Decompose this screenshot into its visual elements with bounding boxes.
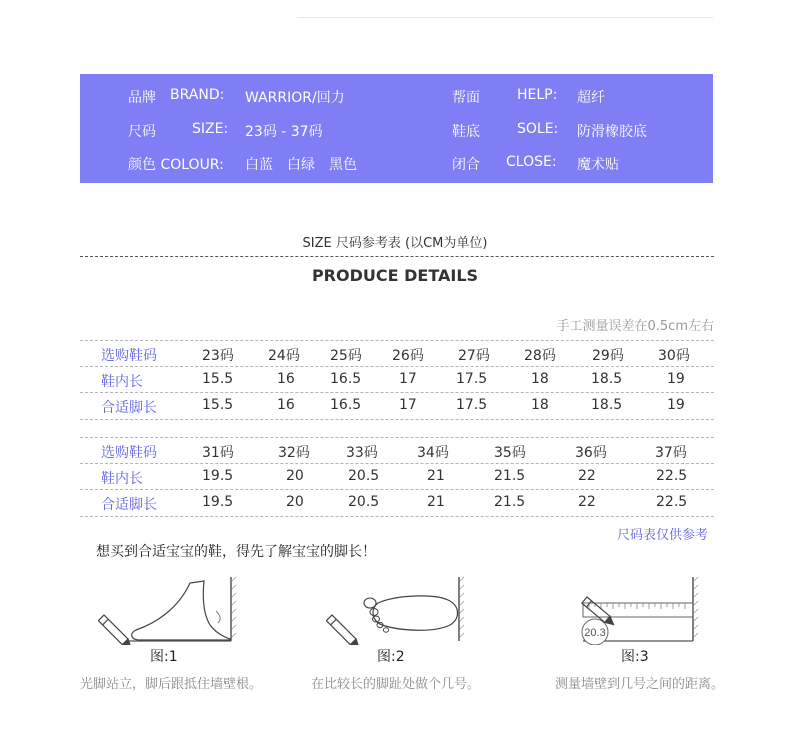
row-label: 鞋内长: [101, 374, 143, 390]
figure-1-caption: 光脚站立，脚后跟抵住墙壁根。: [80, 677, 263, 692]
close-label-en: CLOSE:: [506, 154, 557, 170]
table-cell: 21.5: [494, 494, 526, 510]
brand-label-en: BRAND:: [170, 87, 225, 103]
spec-panel: [80, 74, 713, 183]
figure-2-caption: 在比较长的脚趾处做个几号。: [311, 677, 481, 692]
table-row: [80, 366, 714, 393]
brand-label-cn: 品牌: [128, 90, 156, 106]
table-cell: 17.5: [456, 371, 488, 387]
ruler-measure-figure: [575, 575, 700, 645]
table-row: [80, 340, 714, 367]
size-label-en: SIZE:: [192, 121, 229, 137]
size-reference-note: 尺码表仅供参考: [616, 528, 708, 543]
table-cell: 37码: [655, 445, 687, 461]
figure-2-label: 图:2: [377, 649, 405, 665]
sole-value: 防滑橡胶底: [577, 124, 647, 140]
size-table-2: [80, 437, 714, 517]
table-cell: 22.5: [656, 494, 688, 510]
table-cell: 16: [277, 397, 295, 413]
table-cell: 15.5: [202, 397, 234, 413]
table-cell: 21.5: [494, 468, 526, 484]
dashed-divider: [80, 256, 714, 257]
table-cell: 20: [286, 468, 304, 484]
measure-intro-text: 想买到合适宝宝的鞋，得先了解宝宝的脚长！: [96, 544, 376, 560]
produce-details-heading: PRODUCE DETAILS: [311, 266, 479, 285]
table-cell: 22: [578, 494, 596, 510]
table-cell: 23码: [202, 348, 234, 364]
table-cell: 16: [277, 371, 295, 387]
table-cell: 24码: [268, 348, 300, 364]
table-cell: 33码: [346, 445, 378, 461]
color-label: 颜色 COLOUR:: [128, 157, 224, 173]
table-cell: 27码: [458, 348, 490, 364]
table-row: [80, 437, 714, 464]
table-cell: 28码: [524, 348, 556, 364]
upper-label-cn: 帮面: [452, 90, 480, 106]
table-cell: 22: [578, 468, 596, 484]
table-cell: 17: [399, 397, 417, 413]
figure-3-caption: 测量墙壁到几号之间的距离。: [555, 677, 725, 692]
table-row: [80, 463, 714, 490]
upper-value: 超纤: [577, 90, 605, 106]
table-cell: 20.5: [348, 494, 380, 510]
size-value: 23码 - 37码: [245, 124, 323, 140]
table-cell: 19.5: [202, 468, 234, 484]
table-cell: 22.5: [656, 468, 688, 484]
table-cell: 20.5: [348, 468, 380, 484]
table-cell: 19: [667, 371, 685, 387]
table-cell: 32码: [278, 445, 310, 461]
color-value-2: 白绿: [287, 157, 315, 173]
close-value: 魔术贴: [577, 157, 619, 173]
measure-error-note: 手工测量误差在0.5cm左右: [556, 319, 714, 334]
row-label: 选购鞋码: [101, 445, 157, 461]
brand-value: WARRIOR/回力: [245, 90, 345, 106]
table-cell: 21: [427, 468, 445, 484]
size-chart-title: SIZE 尺码参考表 (以CM为单位): [302, 236, 488, 251]
toe-mark-figure: [326, 575, 466, 645]
table-cell: 18.5: [591, 397, 623, 413]
table-cell: 34码: [417, 445, 449, 461]
row-label: 合适脚长: [101, 497, 157, 513]
table-cell: 18: [531, 371, 549, 387]
table-cell: 17: [399, 371, 417, 387]
table-cell: 18.5: [591, 371, 623, 387]
size-table-1: [80, 340, 714, 420]
table-cell: 31码: [202, 445, 234, 461]
sole-label-en: SOLE:: [517, 121, 559, 137]
table-cell: 36码: [575, 445, 607, 461]
table-cell: 25码: [330, 348, 362, 364]
upper-label-en: HELP:: [517, 87, 558, 103]
color-value-3: 黑色: [329, 157, 357, 173]
top-divider: [297, 17, 713, 18]
table-cell: 20: [286, 494, 304, 510]
table-cell: 21: [427, 494, 445, 510]
foot-wall-figure: [98, 575, 238, 645]
sole-label-cn: 鞋底: [452, 124, 480, 140]
table-cell: 35码: [494, 445, 526, 461]
table-cell: 18: [531, 397, 549, 413]
table-cell: 16.5: [330, 371, 362, 387]
table-cell: 16.5: [330, 397, 362, 413]
table-cell: 17.5: [456, 397, 488, 413]
close-label-cn: 闭合: [452, 157, 480, 173]
figure-1-label: 图:1: [150, 649, 178, 665]
row-label: 选购鞋码: [101, 348, 157, 364]
table-cell: 19.5: [202, 494, 234, 510]
table-cell: 29码: [592, 348, 624, 364]
color-value-1: 白蓝: [245, 157, 273, 173]
table-row: [80, 392, 714, 420]
row-label: 鞋内长: [101, 471, 143, 487]
table-cell: 15.5: [202, 371, 234, 387]
figure-3-label: 图:3: [621, 649, 649, 665]
table-cell: 30码: [658, 348, 690, 364]
table-cell: 26码: [392, 348, 424, 364]
size-label-cn: 尺码: [128, 124, 156, 140]
row-label: 合适脚长: [101, 400, 157, 416]
table-row: [80, 489, 714, 517]
table-cell: 19: [667, 397, 685, 413]
ruler-reading: 20.3: [584, 627, 606, 639]
